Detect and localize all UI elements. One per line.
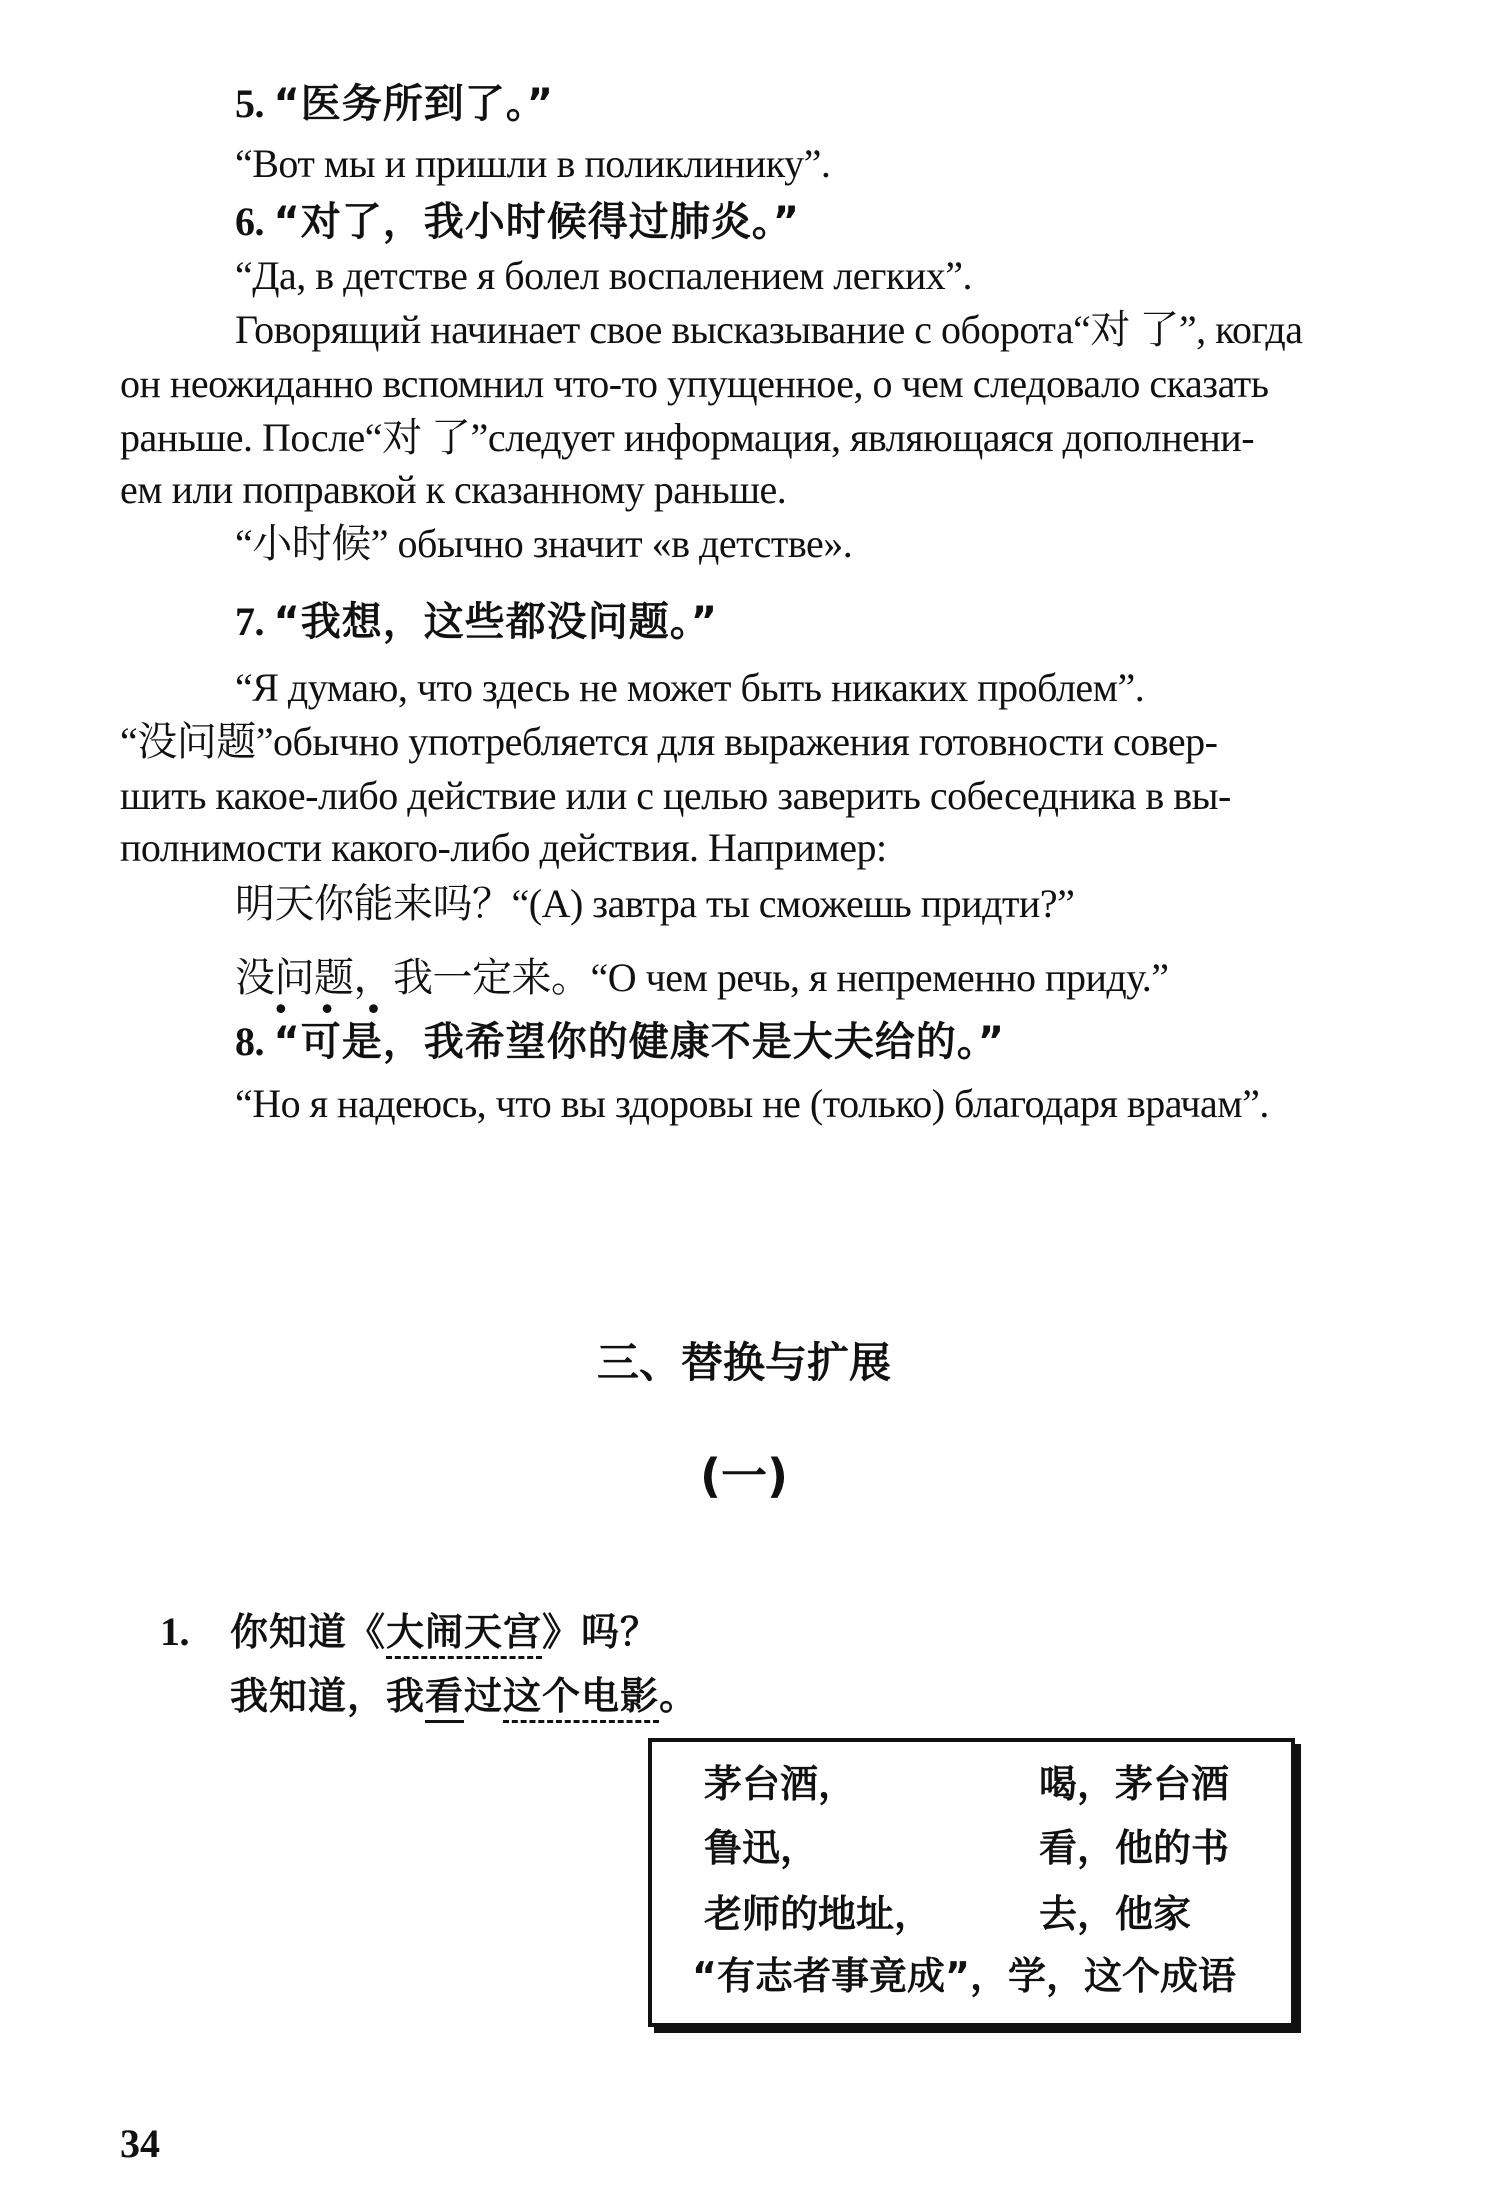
section-subtitle: (一): [699, 1449, 789, 1503]
substitution-slot: 大闹天宫: [386, 1610, 542, 1659]
note-7-example: 没问题，我一定来。“О чем речь, я непременно приду.”: [235, 955, 1169, 1000]
substitution-row: [704, 1762, 1284, 1806]
note-7-example: 明天你能来吗？“(А) завтра ты сможешь придти?”: [235, 881, 1075, 926]
chinese-phrase: “对了，我小时候得过肺炎。”: [273, 199, 801, 245]
emphasis-dots: • • •: [272, 993, 383, 1028]
note-number: 8.: [235, 1019, 264, 1064]
answer-text: 过: [464, 1674, 504, 1718]
note-7-explanation-line: “没问题”обычно употребляется для выражения готовности совер-: [120, 719, 1218, 764]
note-7-russian: “Я думаю, что здесь не может быть никаких проблем”.: [235, 665, 1145, 710]
substitution-row: [704, 1826, 1284, 1870]
question-text: 》吗？: [542, 1610, 660, 1654]
note-5-chinese: [235, 80, 554, 128]
chinese-phrase: “我想，这些都没问题。”: [273, 599, 719, 645]
substitution-box: [648, 1738, 1295, 2027]
note-8-russian: “Но я надеюсь, что вы здоровы не (только) благодаря врачам”.: [235, 1081, 1269, 1126]
note-7-chinese: [235, 598, 718, 646]
note-7-explanation-line: шить какое-либо действие или с целью заверить собеседника в вы-: [120, 773, 1231, 818]
substitution-slot: 看: [425, 1674, 464, 1723]
substitution-right: 喝，茅台酒: [1039, 1762, 1230, 1806]
note-7-explanation-line: полнимости какого-либо действия. Например:: [120, 825, 887, 870]
substitution-right: 学，这个成语: [1007, 1954, 1236, 1998]
exercise-number: 1.: [160, 1609, 189, 1654]
substitution-left: 鲁迅，: [704, 1826, 819, 1870]
substitution-left: 老师的地址，: [704, 1892, 933, 1936]
note-6-explanation-line: он неожиданно вспомнил что-то упущенное, о чем следовало сказать: [120, 361, 1269, 406]
note-number: 7.: [235, 599, 264, 644]
note-6-xiaoshihou: “小时候” обычно значит «в детстве».: [235, 521, 853, 566]
answer-text: 我知道，我: [230, 1674, 426, 1718]
note-5-russian: “Вот мы и пришли в поликлинику”.: [235, 141, 831, 186]
note-8-chinese: [235, 1018, 1005, 1066]
note-number: 5.: [235, 81, 264, 126]
answer-text: 。: [659, 1674, 699, 1718]
chinese-phrase: “可是，我希望你的健康不是大夫给的。”: [273, 1019, 1006, 1065]
note-number: 6.: [235, 199, 264, 244]
chinese-phrase: “医务所到了。”: [273, 81, 555, 127]
note-6-explanation-line: Говорящий начинает свое высказывание с оборота“对 了”, когда: [235, 307, 1303, 352]
substitution-left: “有志者事竟成”，: [692, 1954, 1008, 1998]
note-6-explanation-line: ем или поправкой к сказанному раньше.: [120, 467, 787, 512]
note-6-chinese: [235, 198, 800, 246]
exercise-answer: [230, 1672, 698, 1720]
note-6-russian: “Да, в детстве я болел воспалением легких”.: [235, 253, 972, 298]
substitution-left: 茅台酒，: [704, 1762, 857, 1806]
section-title: 三、替换与扩展: [596, 1338, 891, 1387]
substitution-right: 看，他的书: [1039, 1826, 1230, 1870]
note-6-explanation-line: раньше. После“对 了”следует информация, являющаяся дополнени-: [120, 415, 1255, 460]
page-number: 34: [120, 2121, 160, 2166]
exercise-question: [230, 1608, 659, 1656]
substitution-right: 去，他家: [1039, 1892, 1192, 1936]
substitution-row: [704, 1892, 1284, 1936]
substitution-row: [692, 1954, 1272, 1998]
question-text: 你知道《: [230, 1610, 387, 1654]
substitution-slot: 这个电影: [503, 1674, 659, 1723]
